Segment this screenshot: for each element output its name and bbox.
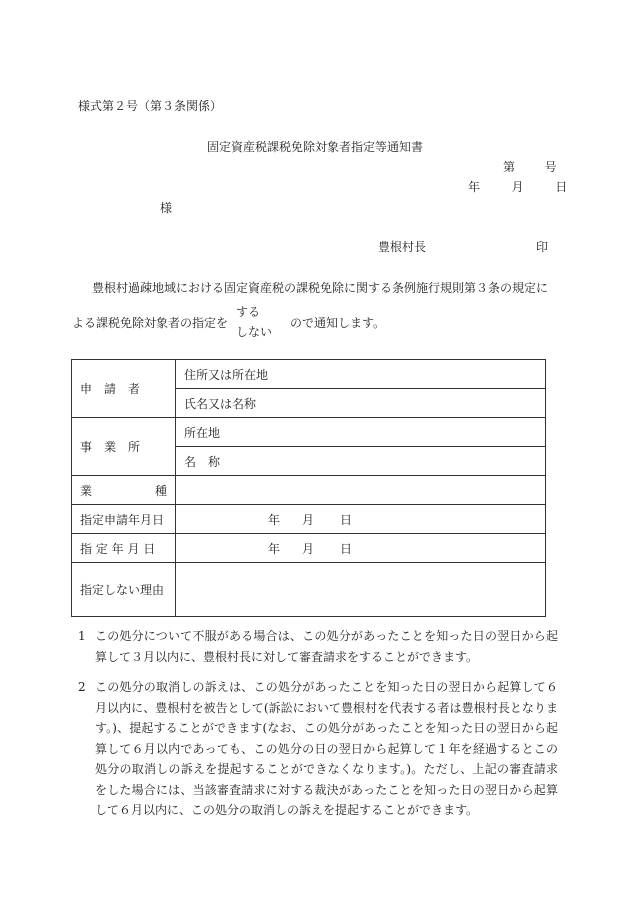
applicant-header: 申 請 者: [72, 360, 176, 418]
document-title: 固定資産税課税免除対象者指定等通知書: [206, 140, 423, 154]
note-1: [78, 626, 558, 667]
des-date-day: 日: [340, 541, 353, 556]
date-year: 年: [468, 180, 481, 194]
designation-date-value: [176, 534, 546, 563]
info-table: [71, 359, 546, 617]
body-line-2-prefix: よる課税免除対象者の指定を: [72, 316, 229, 330]
issuer-mayor: 豊根村長: [378, 240, 427, 254]
recipient-suffix: 様: [160, 201, 173, 215]
application-date-value: [176, 505, 546, 534]
app-date-day: 日: [340, 512, 353, 527]
application-date-header: 指定申請年月日: [72, 505, 176, 534]
date-day: 日: [555, 180, 568, 194]
note-1-text: この処分について不服がある場合は、この処分があったことを知った日の翌日から起算して３月以内に、豊根村長に対して審査請求をすることができます。: [95, 629, 558, 664]
applicant-address-label: 住所又は所在地: [176, 360, 546, 389]
note-2-number: 2: [78, 680, 86, 694]
reason-header: 指定しない理由: [72, 563, 176, 617]
applicant-name-label: 氏名又は名称: [176, 389, 546, 418]
note-2: [78, 677, 558, 821]
note-2-text: この処分の取消しの訴えは、この処分があったことを知った日の翌日から起算して６月以内に、豊根村を被告として(訴訟において豊根村を代表する者は豊根村長となります。)、提起することができます(なお、この処分があったことを知った日の翌日から起算して６月以内であっても、この処分の日の翌日から起算して１年を経過するとこの処分の取消しの訴えを提起することができなくなります。)。ただし、上記の審査請求をした場合には、当該審査請求に対する裁決があったことを知った日の翌日から起算して６月以内に、この処分の取消しの訴えを提起することができます。: [95, 680, 558, 817]
des-date-year: 年: [268, 541, 281, 556]
business-name-label: 名 称: [176, 447, 546, 476]
app-date-month: 月: [302, 512, 315, 527]
number-dai: 第: [503, 160, 516, 174]
date-month: 月: [511, 180, 524, 194]
document-number: [503, 158, 557, 175]
industry-char-2: 種: [154, 483, 167, 498]
option-do: する: [236, 305, 261, 319]
option-not: しない: [236, 325, 273, 339]
industry-char-1: 業: [80, 483, 93, 498]
document-date: [468, 178, 567, 195]
industry-value: [176, 476, 546, 505]
number-gou: 号: [544, 160, 557, 174]
body-line-2-suffix: ので通知します。: [290, 316, 386, 330]
form-label: 様式第２号（第３条関係）: [78, 99, 223, 113]
business-location-label: 所在地: [176, 418, 546, 447]
industry-header: [72, 476, 176, 505]
reason-value: [176, 563, 546, 617]
des-date-month: 月: [302, 541, 315, 556]
designation-date-header: 指 定 年 月 日: [72, 534, 176, 563]
app-date-year: 年: [268, 512, 281, 527]
seal-mark: 印: [536, 240, 549, 254]
business-header: 事 業 所: [72, 418, 176, 476]
note-1-number: 1: [78, 629, 86, 643]
body-line-1: 豊根村過疎地域における固定資産税の課税免除に関する条例施行規則第３条の規定に: [92, 281, 549, 295]
